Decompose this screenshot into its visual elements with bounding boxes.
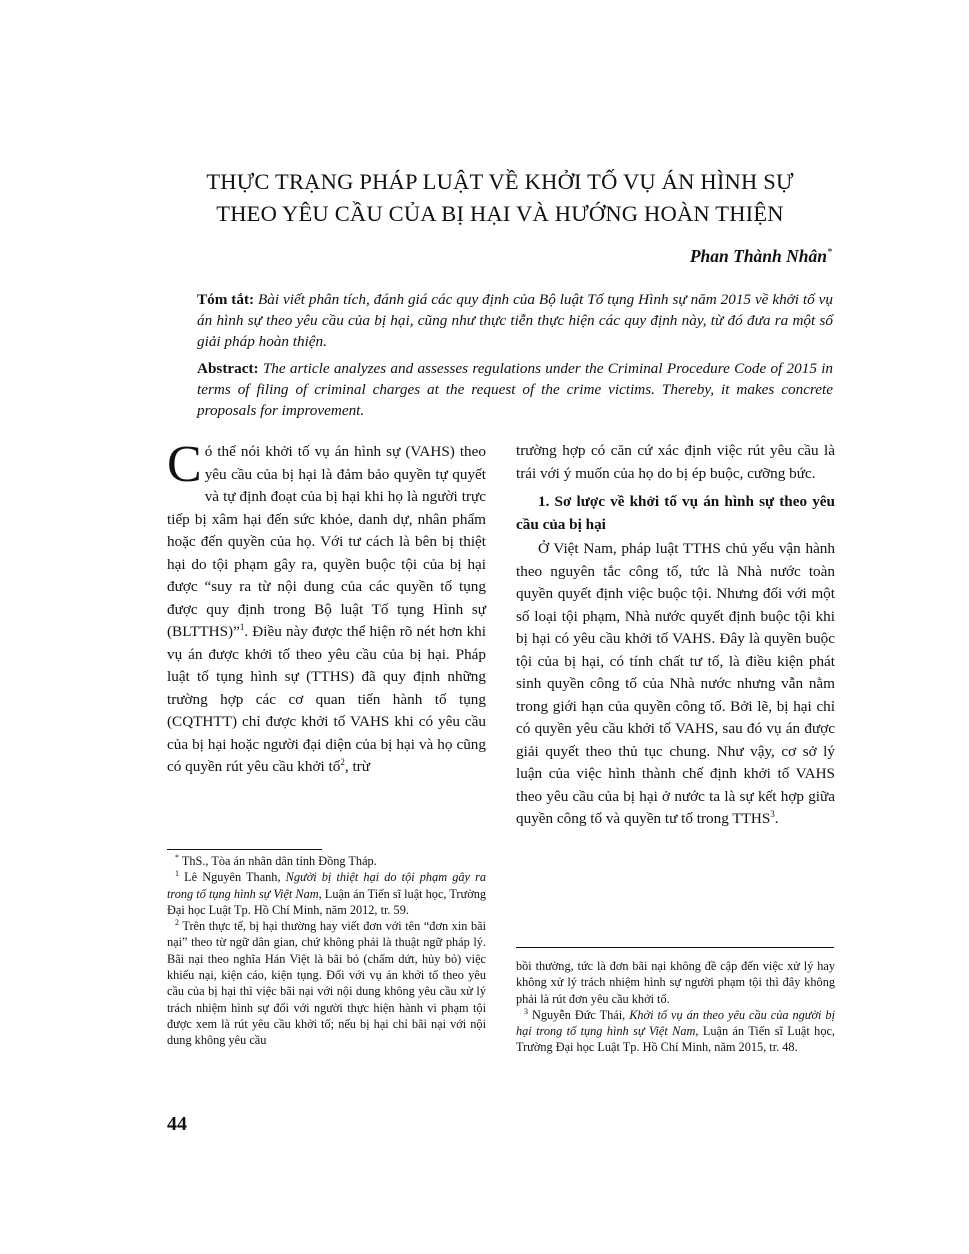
- intro-text-c: , trừ: [344, 758, 370, 775]
- footnote-1-mark: 1: [175, 869, 179, 879]
- footnote-2-continued: bồi thường, tức là đơn bãi nại không đề cập đến việc xử lý hay không xử lý trách nhiệm hình sự người phạm tội thì đây không phải là rút đơn yêu cầu khởi tố.: [516, 959, 835, 1006]
- title-line-1: THỰC TRẠNG PHÁP LUẬT VỀ KHỞI TỐ VỤ ÁN HÌNH SỰ: [206, 169, 794, 194]
- abstract-vi-label: Tóm tắt:: [197, 291, 255, 308]
- footnote-ref-3[interactable]: 3: [770, 808, 775, 819]
- title-line-2: THEO YÊU CẦU CỦA BỊ HẠI VÀ HƯỚNG HOÀN THIỆN: [216, 201, 784, 226]
- author: [690, 246, 832, 267]
- intro-paragraph: [167, 436, 486, 779]
- section-text: Ở Việt Nam, pháp luật TTHS chủ yếu vận hành theo nguyên tắc công tố, tức là Nhà nước toàn quyền quyết định việc buộc tội. Nhưng đối với một số loại tội phạm, Nhà nước quyết định buộc tội khi bị hại có yêu cầu khởi tố VAHS. Đây là quyền buộc tội của bị hại, có tính chất tư tố, là điều kiện phát sinh quyền công tố của Nhà nước nhưng vẫn nằm trong giới hạn của quyền công tố. Bởi lẽ, bị hại chỉ có quyền yêu cầu khởi tố VAHS, sau đó vụ án được giải quyết theo thủ tục chung. Như vậy, cơ sở lý luận của việc hình thành chế định khởi tố VAHS theo yêu cầu của bị hại ở nước ta là sự kết hợp giữa quyền công tố và quyền tư tố trong TTHS: [516, 540, 835, 827]
- footnote-2-mark: 2: [175, 918, 179, 928]
- footnote-star-text: ThS., Tòa án nhân dân tỉnh Đồng Tháp.: [181, 854, 377, 868]
- footnote-3-title: Khởi tố vụ án theo yêu cầu của người bị hại trong tố tụng hình sự Việt Nam: [516, 1007, 835, 1039]
- continued-paragraph: trường hợp có căn cứ xác định việc rút yêu cầu là trái với ý muốn của họ do bị ép buộc, cưỡng bức.: [516, 442, 835, 482]
- abstract-vi-text: Bài viết phân tích, đánh giá các quy định của Bộ luật Tố tụng Hình sự năm 2015 về khởi tố vụ án hình sự theo yêu cầu của bị hại, cũng như thực tiễn thực hiện các quy định này, từ đó đưa ra một số giải pháp hoàn thiện.: [197, 291, 834, 350]
- footnote-3-mark: 3: [524, 1006, 528, 1016]
- left-column: [167, 436, 486, 779]
- abstract-english: [197, 358, 833, 421]
- footnote-rule-right: [516, 947, 834, 948]
- footnote-ref-2[interactable]: 2: [340, 756, 345, 767]
- section-paragraph: [516, 538, 835, 831]
- footnote-3-rest: , Luận án Tiến sĩ Luật học, Trường Đại học Luật Tp. Hồ Chí Minh, năm 2015, tr. 48.: [516, 1024, 835, 1055]
- footnote-1-title: Người bị thiệt hại do tội phạm gây ra trong tố tụng hình sự Việt Nam: [167, 870, 486, 901]
- abstract-en-label: Abstract:: [197, 360, 259, 377]
- footnotes-right: [516, 958, 835, 1056]
- drop-cap: C: [167, 436, 202, 493]
- footnote-star-mark: *: [175, 852, 179, 862]
- footnote-1: [167, 869, 486, 918]
- intro-text-b: . Điều này được thể hiện rõ nét hơn khi vụ án được khởi tố theo yêu cầu của bị hại. Pháp luật tố tụng hình sự (TTHS) đã quy định những trường hợp các cơ quan tiến hành tố tụng (CQTHTT) chỉ được khởi tố VAHS khi có yêu cầu của bị hại hoặc người đại diện của bị hại và họ cũng có quyền rút yêu cầu khởi tố: [167, 623, 486, 775]
- paper-title: [150, 166, 850, 230]
- footnote-3-author: Nguyễn Đức Thái,: [531, 1007, 630, 1022]
- section-heading: 1. Sơ lược về khởi tố vụ án hình sự theo yêu cầu của bị hại: [516, 493, 835, 533]
- footnote-3: [516, 1007, 835, 1056]
- footnote-2-text: Trên thực tế, bị hại thường hay viết đơn với tên “đơn xin bãi nại” theo từ ngữ dân gian, chứ không phải là thuật ngữ pháp lý. Bãi nại theo nghĩa Hán Việt là bãi bỏ (chấm dứt, hủy bỏ) việc khiếu nại, kiện cáo, kiện tụng. Đối với vụ án khởi tố theo yêu cầu của bị hại thì việc bãi nại với nội dung không yêu cầu xử lý trách nhiệm hình sự đối với người thực hiện hành vi phạm tội được xem là rút yêu cầu khởi tố; nếu bị hại chỉ bãi nại với nội dung không yêu cầu: [167, 919, 486, 1048]
- right-column: [516, 440, 835, 831]
- author-name: Phan Thành Nhân: [689, 246, 827, 266]
- author-footnote-mark: *: [827, 247, 832, 259]
- footnote-rule-left: [167, 849, 322, 850]
- footnote-affiliation: [167, 853, 486, 869]
- footnote-1-rest: , Luận án Tiến sĩ luật học, Trường Đại học Luật Tp. Hồ Chí Minh, năm 2012, tr. 59.: [167, 886, 486, 917]
- page-number: 44: [167, 1113, 187, 1135]
- abstract-vietnamese: [197, 289, 833, 352]
- footnote-ref-1[interactable]: 1: [239, 621, 245, 632]
- section-text-end: .: [774, 810, 779, 827]
- intro-text-a: ó thể nói khởi tố vụ án hình sự (VAHS) theo yêu cầu của bị hại là đảm bảo quyền tự quyết và tự định đoạt của bị hại khi họ là người trực tiếp bị xâm hại đến sức khỏe, danh dự, nhân phẩm hoặc đến quyền của họ. Với tư cách là bên bị thiệt hại do tội phạm gây ra, quyền buộc tội của bị hại được “suy ra từ nội dung của các quyền tố tụng được quy định trong Bộ luật Tố tụng Hình sự (BLTTHS)”: [167, 443, 486, 640]
- abstract-en-text: The article analyzes and assesses regulations under the Criminal Procedure Code of 2015 in terms of filing of criminal charges at the request of the crime victims. Thereby, it makes concrete proposals for improvement.: [197, 360, 834, 419]
- footnote-2: [167, 918, 486, 1048]
- footnotes-left: [167, 853, 486, 1049]
- footnote-1-author: Lê Nguyên Thanh,: [184, 870, 286, 885]
